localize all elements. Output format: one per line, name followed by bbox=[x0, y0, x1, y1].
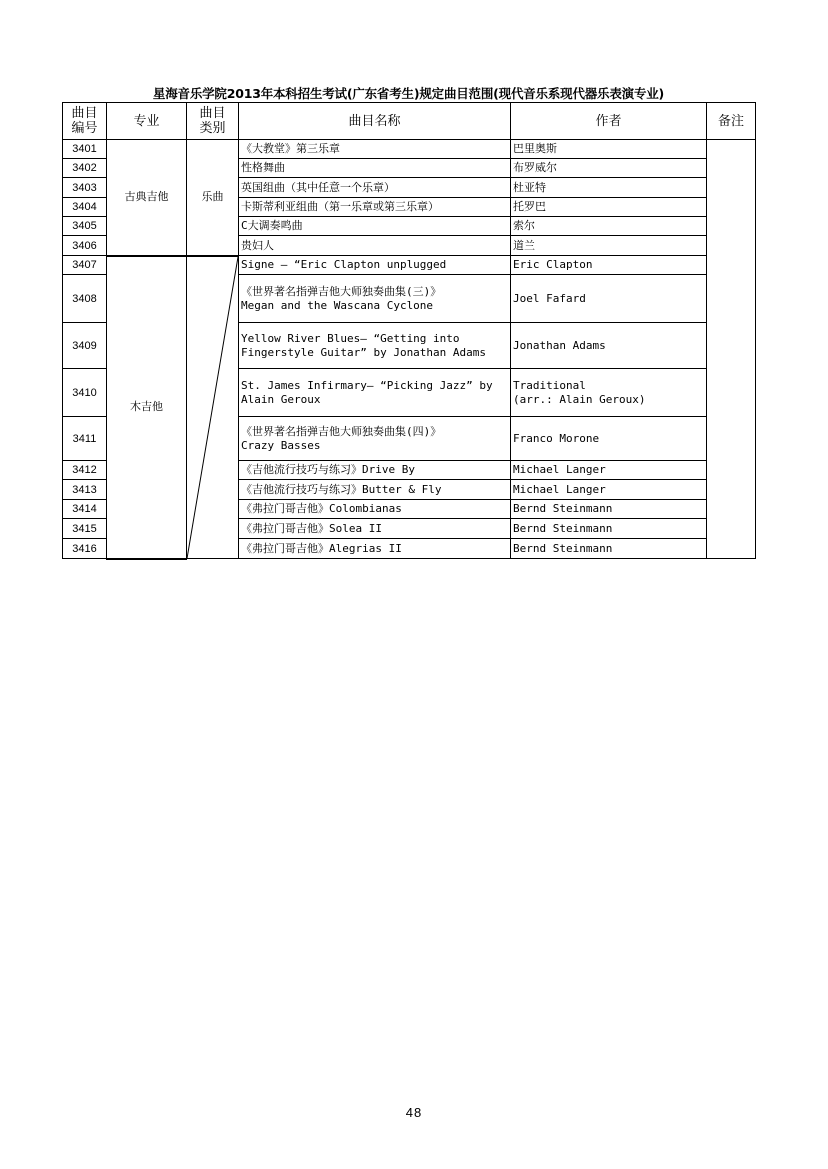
piece-title: C大调奏鸣曲 bbox=[239, 217, 511, 236]
piece-code: 3413 bbox=[63, 480, 107, 500]
piece-title: 《大教堂》第三乐章 bbox=[239, 140, 511, 159]
piece-code: 3410 bbox=[63, 369, 107, 417]
piece-code: 3406 bbox=[63, 236, 107, 256]
piece-title: 《弗拉门哥吉他》Alegrias II bbox=[239, 539, 511, 559]
page-title: 星海音乐学院2013年本科招生考试(广东省考生)规定曲目范围(现代音乐系现代器乐表演专业) bbox=[152, 86, 665, 101]
piece-title: 英国组曲（其中任意一个乐章） bbox=[239, 178, 511, 198]
piece-composer: Traditional (arr.: Alain Geroux) bbox=[511, 369, 707, 417]
piece-title: 《弗拉门哥吉他》Solea II bbox=[239, 519, 511, 539]
piece-title: 贵妇人 bbox=[239, 236, 511, 256]
piece-title: St. James Infirmary— “Picking Jazz” by Alain Geroux bbox=[239, 369, 511, 417]
piece-code: 3404 bbox=[63, 198, 107, 217]
piece-title: 《世界著名指弹吉他大师独奏曲集(四)》 Crazy Basses bbox=[239, 417, 511, 461]
major-cell: 古典吉他 bbox=[107, 140, 187, 256]
header-category: 曲目类别 bbox=[187, 103, 239, 140]
category-cell-empty bbox=[187, 256, 239, 559]
notes-cell bbox=[707, 140, 756, 559]
piece-code: 3416 bbox=[63, 539, 107, 559]
piece-code: 3403 bbox=[63, 178, 107, 198]
piece-code: 3411 bbox=[63, 417, 107, 461]
piece-composer: 布罗威尔 bbox=[511, 159, 707, 178]
piece-code: 3409 bbox=[63, 323, 107, 369]
piece-composer: Eric Clapton bbox=[511, 256, 707, 275]
category-cell: 乐曲 bbox=[187, 140, 239, 256]
piece-title: 卡斯蒂利亚组曲（第一乐章或第三乐章） bbox=[239, 198, 511, 217]
piece-composer: Jonathan Adams bbox=[511, 323, 707, 369]
piece-title: Signe — “Eric Clapton unplugged bbox=[239, 256, 511, 275]
piece-composer: Bernd Steinmann bbox=[511, 519, 707, 539]
piece-title: 《世界著名指弹吉他大师独奏曲集(三)》 Megan and the Wascana Cyclone bbox=[239, 275, 511, 323]
piece-composer: Michael Langer bbox=[511, 461, 707, 480]
piece-code: 3414 bbox=[63, 500, 107, 519]
piece-composer: 道兰 bbox=[511, 236, 707, 256]
header-major: 专业 bbox=[107, 103, 187, 140]
table-row bbox=[63, 256, 756, 275]
table-body bbox=[63, 140, 756, 559]
piece-composer: Franco Morone bbox=[511, 417, 707, 461]
piece-code: 3408 bbox=[63, 275, 107, 323]
repertoire-table bbox=[62, 102, 756, 560]
piece-code: 3401 bbox=[63, 140, 107, 159]
piece-code: 3405 bbox=[63, 217, 107, 236]
page-number: 48 bbox=[405, 1105, 423, 1120]
piece-code: 3412 bbox=[63, 461, 107, 480]
header-composer: 作者 bbox=[511, 103, 707, 140]
piece-title: 性格舞曲 bbox=[239, 159, 511, 178]
table-row bbox=[63, 140, 756, 159]
piece-code: 3407 bbox=[63, 256, 107, 275]
header-piece: 曲目名称 bbox=[239, 103, 511, 140]
piece-composer: 巴里奥斯 bbox=[511, 140, 707, 159]
diagonal-slash bbox=[187, 257, 238, 559]
piece-composer: Michael Langer bbox=[511, 480, 707, 500]
piece-title: 《吉他流行技巧与练习》Butter & Fly bbox=[239, 480, 511, 500]
major-cell: 木吉他 bbox=[107, 256, 187, 559]
piece-code: 3415 bbox=[63, 519, 107, 539]
piece-composer: 托罗巴 bbox=[511, 198, 707, 217]
table-header-row bbox=[63, 103, 756, 140]
piece-composer: Bernd Steinmann bbox=[511, 500, 707, 519]
header-notes: 备注 bbox=[707, 103, 756, 140]
header-code: 曲目编号 bbox=[63, 103, 107, 140]
piece-title: Yellow River Blues— “Getting into Fingerstyle Guitar” by Jonathan Adams bbox=[239, 323, 511, 369]
piece-composer: 杜亚特 bbox=[511, 178, 707, 198]
piece-composer: Bernd Steinmann bbox=[511, 539, 707, 559]
piece-title: 《吉他流行技巧与练习》Drive By bbox=[239, 461, 511, 480]
piece-composer: Joel Fafard bbox=[511, 275, 707, 323]
piece-title: 《弗拉门哥吉他》Colombianas bbox=[239, 500, 511, 519]
piece-code: 3402 bbox=[63, 159, 107, 178]
piece-composer: 索尔 bbox=[511, 217, 707, 236]
